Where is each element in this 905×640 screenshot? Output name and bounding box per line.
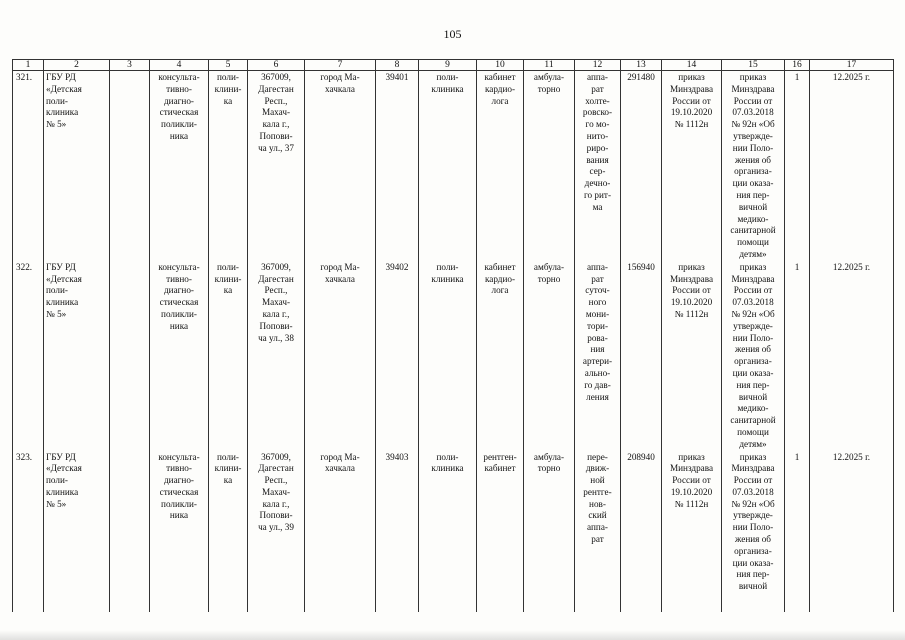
equipment-name: аппа- рат суточ- ного мони- тори- рова- ния артери- ально- го дав- ления [575,261,621,451]
column-header: 10 [477,60,524,71]
column-header: 13 [621,60,662,71]
row-number: 323. [13,451,44,612]
cabinet: рентген- кабинет [477,451,524,612]
standard-reference: приказ Минздрава России от 07.03.2018 № 92н «Об утвержде- нии Поло- жения об организа- ции оказа- ния пер- вичной [722,451,785,612]
page-number: 105 [443,27,462,41]
cabinet: кабинет кардио- лога [477,71,524,261]
organization-type: консульта- тивно- диагно- стическая поликли- ника [150,451,209,612]
column-header: 1 [13,60,44,71]
column-header: 6 [248,60,305,71]
column-header: 17 [810,60,894,71]
code: 39401 [376,71,419,261]
equipment-code: 208940 [621,451,662,612]
order-reference: приказ Минздрава России от 19.10.2020 № 1112н [662,451,722,612]
row-number: 322. [13,261,44,451]
cell-col3 [110,71,150,261]
column-header: 3 [110,60,150,71]
quantity: 1 [785,261,810,451]
department: поли- клиника [419,71,477,261]
department: поли- клиника [419,451,477,612]
address: 367009, Дагестан Респ., Махач- кала г., Попови- ча ул., 37 [248,71,305,261]
code: 39402 [376,261,419,451]
city: город Ма- хачкала [305,261,376,451]
column-header: 16 [785,60,810,71]
deadline: 12.2025 г. [810,71,894,261]
column-header: 9 [419,60,477,71]
equipment-name: аппа- рат холте- ровско- го мо- нито- риро- вания сер- дечно- го рит- ма [575,71,621,261]
column-header: 5 [209,60,248,71]
table-row [13,261,894,451]
table-row [13,451,894,612]
column-header: 15 [722,60,785,71]
care-condition: амбула- торно [524,71,575,261]
page-edge-shadow [0,630,905,640]
equipment-code: 156940 [621,261,662,451]
care-condition: амбула- торно [524,261,575,451]
standard-reference: приказ Минздрава России от 07.03.2018 № 92н «Об утвержде- нии Поло- жения об организа- ции оказа- ния пер- вичной медико- санитарной помощи детям» [722,261,785,451]
organization-type: консульта- тивно- диагно- стическая поликли- ника [150,261,209,451]
quantity: 1 [785,451,810,612]
column-header: 7 [305,60,376,71]
code: 39403 [376,451,419,612]
column-header: 2 [44,60,110,71]
address: 367009, Дагестан Респ., Махач- кала г., Попови- ча ул., 39 [248,451,305,612]
column-header: 11 [524,60,575,71]
organization-type: консульта- тивно- диагно- стическая поликли- ника [150,71,209,261]
table-row [13,71,894,261]
column-number-row [13,60,894,71]
standard-reference: приказ Минздрава России от 07.03.2018 № 92н «Об утвержде- нии Поло- жения об организа- ции оказа- ния пер- вичной медико- санитарной помощи детям» [722,71,785,261]
equipment-code: 291480 [621,71,662,261]
address: 367009, Дагестан Респ., Махач- кала г., Попови- ча ул., 38 [248,261,305,451]
organization-name: ГБУ РД «Детская поли- клиника № 5» [44,451,110,612]
column-header: 8 [376,60,419,71]
order-reference: приказ Минздрава России от 19.10.2020 № 1112н [662,261,722,451]
order-reference: приказ Минздрава России от 19.10.2020 № 1112н [662,71,722,261]
city: город Ма- хачкала [305,451,376,612]
deadline: 12.2025 г. [810,451,894,612]
unit-type: поли- клини- ка [209,71,248,261]
care-condition: амбула- торно [524,451,575,612]
column-header: 14 [662,60,722,71]
unit-type: поли- клини- ка [209,261,248,451]
quantity: 1 [785,71,810,261]
column-header: 4 [150,60,209,71]
column-header: 12 [575,60,621,71]
cabinet: кабинет кардио- лога [477,261,524,451]
cell-col3 [110,261,150,451]
department: поли- клиника [419,261,477,451]
city: город Ма- хачкала [305,71,376,261]
equipment-table [12,59,894,612]
deadline: 12.2025 г. [810,261,894,451]
unit-type: поли- клини- ка [209,451,248,612]
organization-name: ГБУ РД «Детская поли- клиника № 5» [44,261,110,451]
organization-name: ГБУ РД «Детская поли- клиника № 5» [44,71,110,261]
row-number: 321. [13,71,44,261]
cell-col3 [110,451,150,612]
equipment-name: пере- движ- ной рентге- нов- ский аппа- рат [575,451,621,612]
